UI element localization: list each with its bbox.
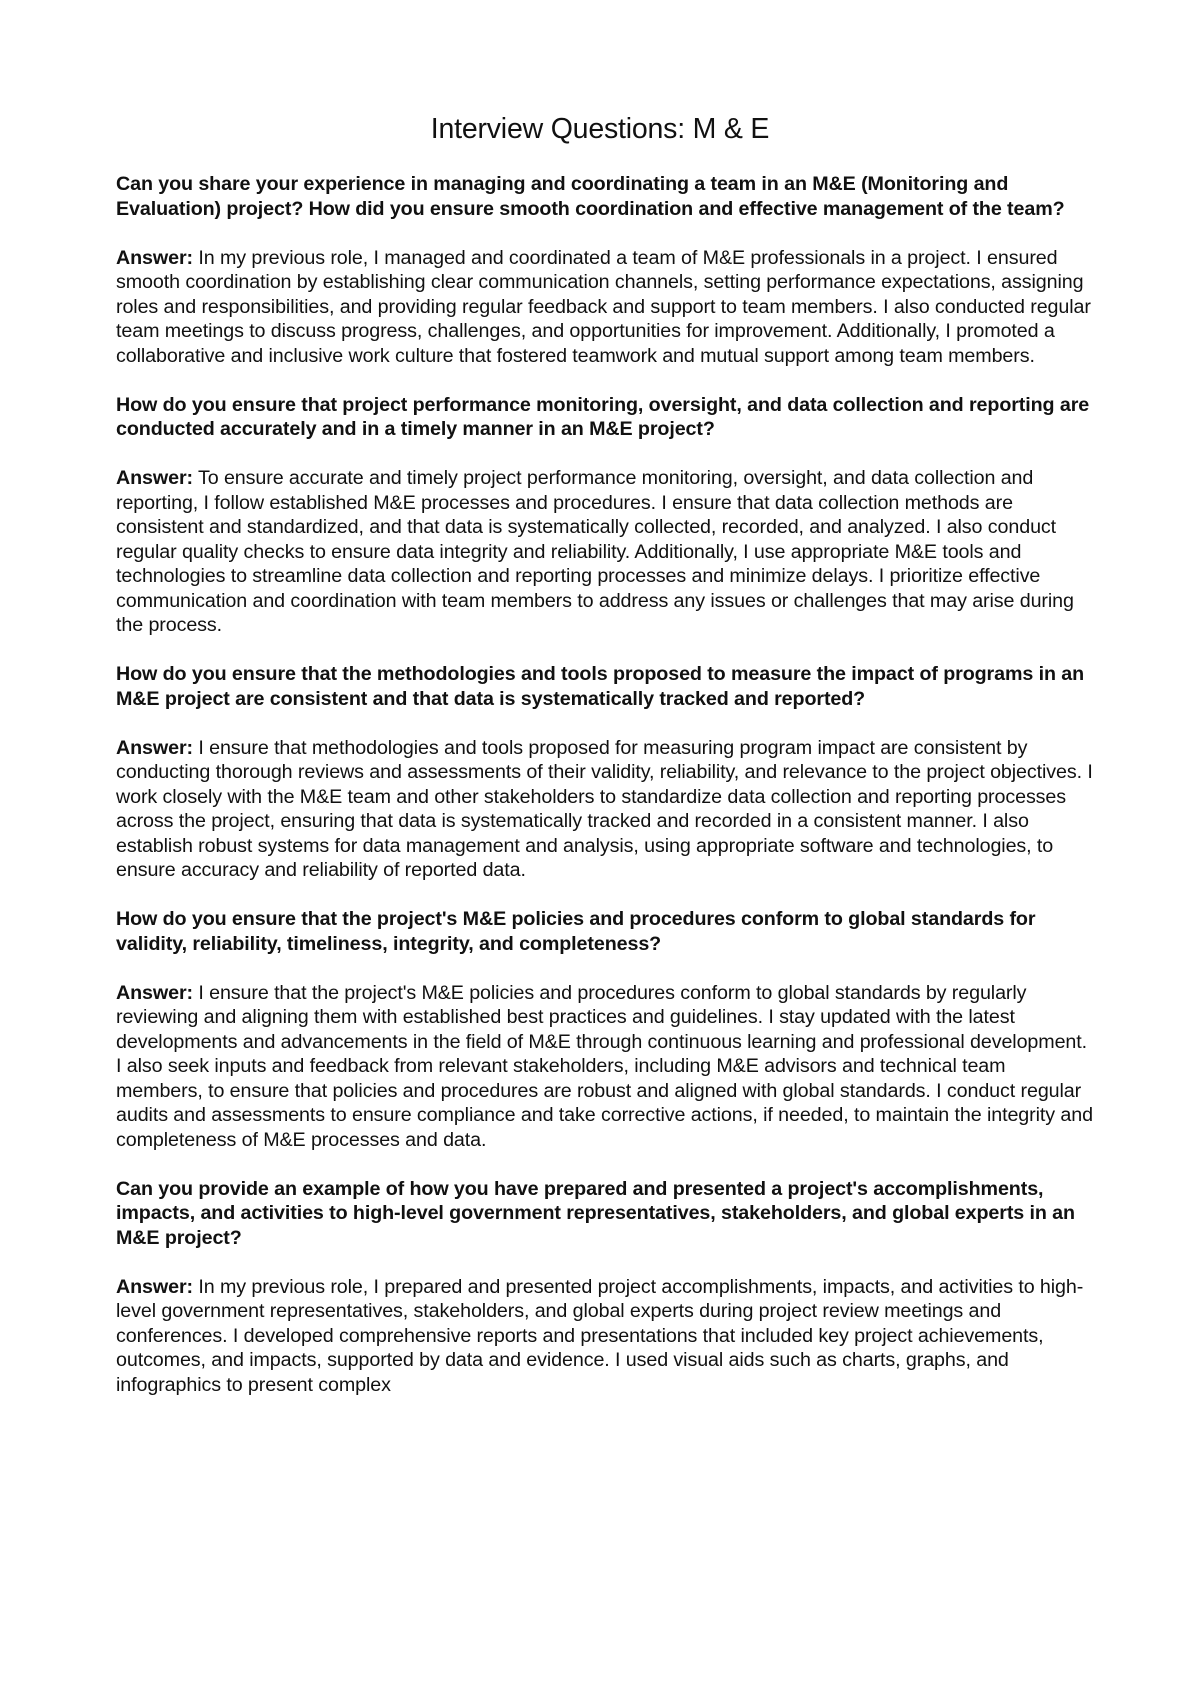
answer-label: Answer: <box>116 467 193 489</box>
answer-text: I ensure that the project's M&E policies and procedures conform to global standards by regularly reviewing and aligning them with established best practices and guidelines. I stay updated with the latest developments and advancements in the field of M&E through continuous learning and professional development. I also seek inputs and feedback from relevant stakeholders, including M&E advisors and technical team members, to ensure that policies and procedures are robust and aligned with global standards. I conduct regular audits and assessments to ensure compliance and take corrective actions, if needed, to maintain the integrity and completeness of M&E processes and data. <box>116 981 1093 1151</box>
question-2: How do you ensure that project performance monitoring, oversight, and data collection and reporting are conducted accurately and in a timely manner in an M&E project? <box>116 393 1090 440</box>
question-1: Can you share your experience in managing and coordinating a team in an M&E (Monitoring and Evaluation) project? How did you ensure smooth coordination and effective management of the team? <box>116 173 1065 220</box>
answer-label: Answer: <box>116 1275 193 1298</box>
answer-3 <box>116 736 1096 883</box>
answer-5 <box>116 1275 1096 1398</box>
answer-text: In my previous role, I prepared and presented project accomplishments, impacts, and activities to high-level government representatives, stakeholders, and global experts during project review meetings and conferences. I developed comprehensive reports and presentations that included key project achievements, outcomes, and impacts, supported by data and evidence. I used visual aids such as charts, graphs, and infographics to present complex <box>116 1275 1084 1396</box>
answer-text: I ensure that methodologies and tools proposed for measuring program impact are consistent by conducting thorough reviews and assessments of their validity, reliability, and relevance to the project objectives. I work closely with the M&E team and other stakeholders to standardize data collection and reporting processes across the project, ensuring that data is systematically tracked and recorded in a consistent manner. I also establish robust systems for data management and analysis, using appropriate software and technologies, to ensure accuracy and reliability of reported data. <box>116 736 1093 881</box>
answer-text: To ensure accurate and timely project performance monitoring, oversight, and data collection and reporting, I follow established M&E processes and procedures. I ensure that data collection methods are consistent and standardized, and that data is systematically collected, recorded, and analyzed. I also conduct regular quality checks to ensure data integrity and reliability. Additionally, I use appropriate M&E tools and technologies to streamline data collection and reporting processes and minimize delays. I prioritize effective communication and coordination with team members to address any issues or challenges that may arise during the process. <box>116 467 1074 636</box>
document-body <box>116 172 1096 1422</box>
answer-label: Answer: <box>116 981 193 1004</box>
answer-1 <box>116 246 1096 369</box>
answer-text: In my previous role, I managed and coordinated a team of M&E professionals in a project. I ensured smooth coordination by establishing clear communication channels, setting performance expectations, assigning roles and responsibilities, and providing regular feedback and support to team members. I also conducted regular team meetings to discuss progress, challenges, and opportunities for improvement. Additionally, I promoted a collaborative and inclusive work culture that fostered teamwork and mutual support among team members. <box>116 246 1091 367</box>
question-3: How do you ensure that the methodologies and tools proposed to measure the impact of programs in an M&E project are consistent and that data is systematically tracked and reported? <box>116 663 1085 710</box>
answer-label: Answer: <box>116 736 193 759</box>
document-title: Interview Questions: M & E <box>430 113 770 145</box>
question-5: Can you provide an example of how you have prepared and presented a project's accomplishments, impacts, and activities to high-level government representatives, stakeholders, and global experts in an M&E project? <box>116 1177 1075 1249</box>
question-4: How do you ensure that the project's M&E policies and procedures conform to global standards for validity, reliability, timeliness, integrity, and completeness? <box>116 908 1036 955</box>
answer-2 <box>116 466 1096 638</box>
answer-4 <box>116 981 1096 1153</box>
answer-label: Answer: <box>116 246 193 269</box>
